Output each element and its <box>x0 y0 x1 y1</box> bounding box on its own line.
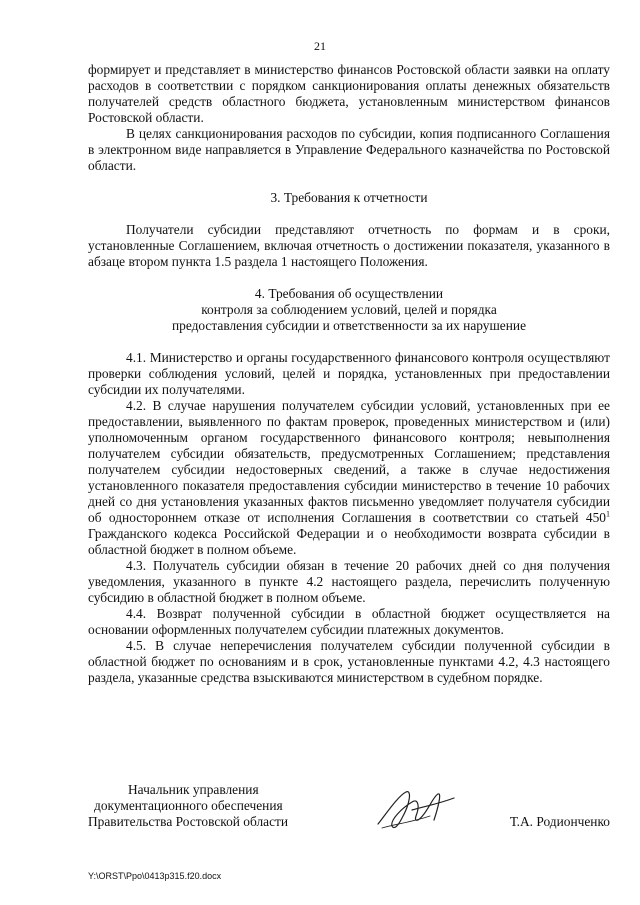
section-4-title-line-1: 4. Требования об осуществлении <box>254 286 444 301</box>
clause-4-5: 4.5. В случае неперечисления получателем субсидии полученной субсидии в областной бюджет по основаниям и в срок, установленные пунктами 4.2, 4.3 настоящего раздела, указанные средства взыскиваются министерством в судебном порядке. <box>88 638 610 685</box>
paragraph-continuation: формирует и представляет в министерство финансов Ростовской области заявки на оплату расходов в соответствии с порядком санкционирования оплаты денежных обязательств получателей средств областного бюджета, установленным министерством финансов Ростовской области. <box>88 62 610 125</box>
signatory-title-line-3: Правительства Ростовской области <box>88 814 289 829</box>
clause-4-2-part-b: Гражданского кодекса Российской Федерации и о необходимости возврата субсидии в областной бюджет в полном объеме. <box>88 526 610 557</box>
file-path-footer: Y:\ORST\Ppo\0413p315.f20.docx <box>88 871 222 881</box>
clause-4-2-superscript: 1 <box>606 509 610 519</box>
section-4-title-line-2: контроля за соблюдением условий, целей и порядка <box>201 302 497 317</box>
clause-4-3: 4.3. Получатель субсидии обязан в течение 20 рабочих дней со дня получения уведомления, указанного в пункте 4.2 настоящего раздела, перечислить полученную субсидию в областной бюджет в полном объеме. <box>88 558 610 605</box>
document-body <box>88 62 610 686</box>
page-number: 21 <box>314 39 326 53</box>
signatory-title-line-1: Начальник управления <box>128 782 259 797</box>
signatory-title <box>88 782 348 830</box>
clause-4-2 <box>88 398 610 558</box>
signatory-name: Т.А. Родионченко <box>509 814 610 829</box>
clause-4-1: 4.1. Министерство и органы государственного финансового контроля осуществляют проверки соблюдения условий, целей и порядка, установленных при предоставлении субсидии их получателями. <box>88 350 610 397</box>
clause-4-4: 4.4. Возврат полученной субсидии в областной бюджет осуществляется на основании оформленных получателем субсидии платежных документов. <box>88 606 610 637</box>
signature-block <box>88 782 610 842</box>
section-3-text: Получатели субсидии представляют отчетность по формам и в сроки, установленные Соглашением, включая отчетность о достижении показателя, указанного в абзаце втором пункта 1.5 раздела 1 настоящего Положения. <box>88 222 610 269</box>
clause-4-2-part-a: 4.2. В случае нарушения получателем субсидии условий, установленных при ее предоставлении, выявленного по фактам проверок, проведенных министерством и (или) уполномоченным органом государственного финансового контроля; невыполнения получателем субсидии обязательств, предусмотренных Соглашением; представления получателем субсидии недостоверных сведений, а также в случае недостижения установленного показателя предоставления субсидии министерство в течение 10 рабочих дней со дня установления указанных фактов письменно уведомляет получателя субсидии об одностороннем отказе от исполнения Соглашения в соответствии со статьей 450 <box>88 398 610 525</box>
paragraph-sanction: В целях санкционирования расходов по субсидии, копия подписанного Соглашения в электронном виде направляется в Управление Федерального казначейства по Ростовской области. <box>88 126 610 173</box>
section-3-title: 3. Требования к отчетности <box>270 190 428 205</box>
handwritten-signature-icon <box>372 784 460 836</box>
signatory-title-line-2: документационного обеспечения <box>94 798 283 813</box>
section-4-title-line-3: предоставления субсидии и ответственности за их нарушение <box>171 318 527 333</box>
